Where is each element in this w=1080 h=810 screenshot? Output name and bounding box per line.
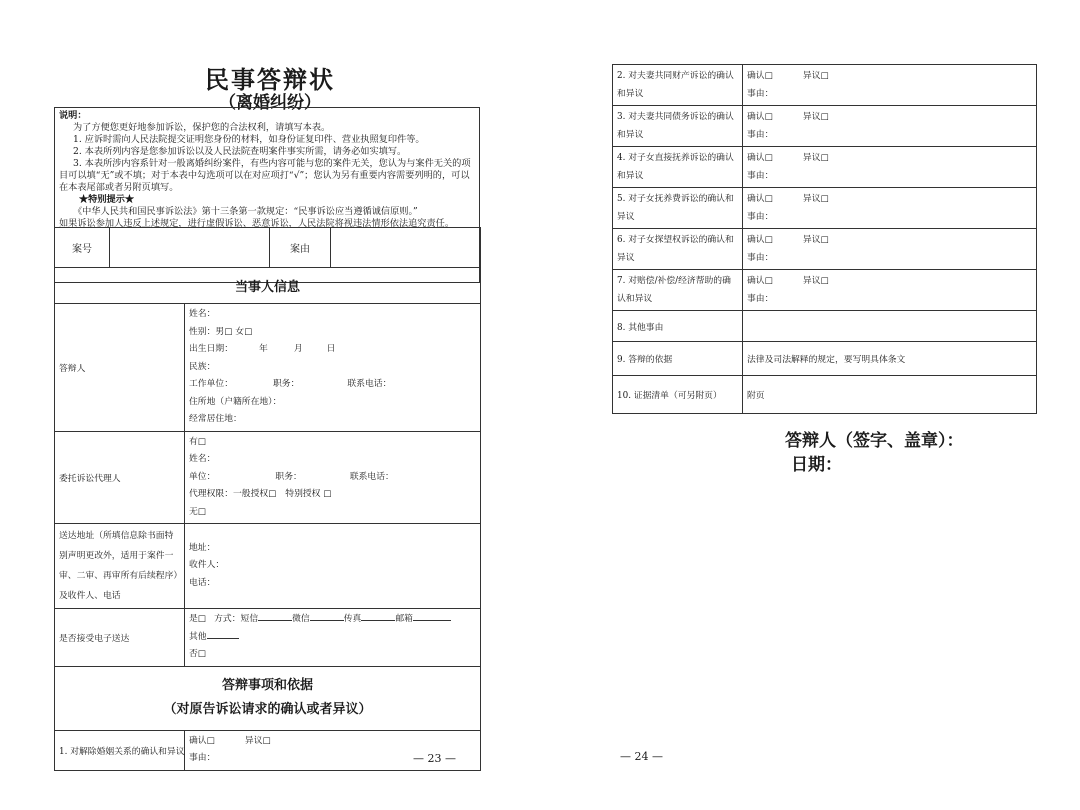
agent-label: 委托诉讼代理人	[55, 431, 185, 524]
special-notice-consequence: 如果诉讼参加人违反上述规定，进行虚假诉讼、恶意诉讼，人民法院将视违法情形依法追究责任。	[59, 218, 455, 229]
defense-item-2-reason[interactable]: 事由：	[747, 89, 774, 99]
special-notice-title: ★特别提示★	[79, 194, 135, 205]
document-title: 民事答辩状	[205, 65, 335, 94]
agent-fields[interactable]	[185, 431, 481, 524]
document-subtitle: （离婚纠纷）	[219, 93, 321, 113]
defense-item-5-label: 5. 对子女抚养费诉讼的确认和异议	[613, 188, 743, 229]
case-number-field[interactable]	[110, 228, 270, 268]
defense-item-1-reason[interactable]: 事由：	[189, 753, 216, 763]
defense-heading	[55, 666, 481, 730]
respondent-fields[interactable]	[185, 304, 481, 432]
special-notice-law: 《中华人民共和国民事诉讼法》第十三条第一款规定：“民事诉讼应当遵循诚信原则。”	[73, 206, 418, 217]
case-cause-label: 案由	[270, 228, 331, 268]
defense-item-5-reason[interactable]: 事由：	[747, 212, 774, 222]
defense-item-5-fields[interactable]	[743, 188, 1037, 229]
defense-item-3-reason[interactable]: 事由：	[747, 130, 774, 140]
defense-item-4-fields[interactable]	[743, 147, 1037, 188]
electronic-service-label: 是否接受电子送达	[55, 609, 185, 667]
defense-item-3-label: 3. 对夫妻共同债务诉讼的确认和异议	[613, 106, 743, 147]
defense-item-6-fields[interactable]	[743, 229, 1037, 270]
party-info-heading: 当事人信息	[55, 268, 481, 304]
electronic-service-yes[interactable]: 是□ 方式：短信 微信 传真 邮箱	[189, 611, 476, 629]
case-cause-field[interactable]	[331, 228, 481, 268]
service-address-label: 送达地址（所填信息除书面特别声明更改外，适用于案件一审、二审、再审所有后续程序）及收件人、电话	[55, 524, 185, 609]
defense-item-5-choice[interactable]: 确认□ 异议□	[747, 194, 829, 204]
respondent-ethnicity[interactable]: 民族：	[189, 361, 216, 372]
page-number-24: — 24 —	[620, 750, 663, 763]
defense-item-1-label: 1. 对解除婚姻关系的确认和异议	[55, 730, 185, 770]
defense-item-2-label: 2. 对夫妻共同财产诉讼的确认和异议	[613, 65, 743, 106]
respondent-residence[interactable]: 经常居住地：	[189, 414, 242, 424]
respondent-label: 答辩人	[55, 304, 185, 432]
defense-item-3-choice[interactable]: 确认□ 异议□	[747, 112, 829, 122]
signature-line[interactable]: 答辩人（签字、盖章）：	[785, 431, 964, 451]
respondent-dob[interactable]: 出生日期： 年 月 日	[189, 344, 336, 354]
defense-item-4-label: 4. 对子女直接抚养诉讼的确认和异议	[613, 147, 743, 188]
party-info-table	[54, 303, 481, 771]
electronic-service-other[interactable]: 其他	[189, 629, 476, 647]
defense-item-4-choice[interactable]: 确认□ 异议□	[747, 153, 829, 163]
page-number-23: — 23 —	[413, 752, 456, 765]
service-phone[interactable]: 电话：	[189, 577, 216, 588]
defense-item-6-label: 6. 对子女探望权诉讼的确认和异议	[613, 229, 743, 270]
service-address[interactable]: 地址：	[189, 542, 216, 553]
defense-item-2-choice[interactable]: 确认□ 异议□	[747, 71, 829, 81]
defense-item-6-reason[interactable]: 事由：	[747, 253, 774, 263]
defense-section-subtitle: （对原告诉讼请求的确认或者异议）	[163, 702, 372, 717]
page-23	[50, 55, 480, 775]
defense-item-7-label: 7. 对赔偿/补偿/经济帮助的确认和异议	[613, 270, 743, 311]
other-reason-field[interactable]	[743, 311, 1037, 342]
case-number-label: 案号	[55, 228, 110, 268]
defense-section-title: 答辩事项和依据	[221, 678, 313, 693]
page-24	[608, 62, 1038, 782]
agent-name[interactable]: 姓名：	[189, 454, 216, 464]
date-line[interactable]: 日期：	[791, 455, 842, 475]
other-reason-label: 8. 其他事由	[613, 311, 743, 342]
defense-item-7-reason[interactable]: 事由：	[747, 294, 774, 304]
evidence-list-field[interactable]: 附页	[743, 376, 1037, 414]
service-address-fields[interactable]	[185, 524, 481, 609]
agent-has-checkbox[interactable]: 有□	[189, 436, 207, 447]
defense-item-7-choice[interactable]: 确认□ 异议□	[747, 276, 829, 286]
agent-employment[interactable]: 单位： 职务： 联系电话：	[189, 471, 394, 482]
respondent-employment[interactable]: 工作单位： 职务： 联系电话：	[189, 379, 392, 389]
electronic-service-no[interactable]: 否□	[189, 649, 207, 659]
defense-item-1-choice[interactable]: 确认□ 异议□	[189, 735, 271, 746]
defense-item-3-fields[interactable]	[743, 106, 1037, 147]
respondent-form-table	[54, 227, 481, 304]
defense-item-4-reason[interactable]: 事由：	[747, 171, 774, 181]
electronic-service-fields[interactable]	[185, 609, 481, 667]
defense-basis-label: 9. 答辩的依据	[613, 342, 743, 376]
instructions-item-1: 1. 应诉时需向人民法院提交证明您身份的材料，如身份证复印件、营业执照复印件等。	[73, 134, 425, 145]
instructions-intro: 为了方便您更好地参加诉讼，保护您的合法权利，请填写本表。	[73, 122, 331, 133]
respondent-domicile[interactable]: 住所地（户籍所在地）：	[189, 396, 282, 407]
defense-basis-field[interactable]: 法律及司法解释的规定，要写明具体条文	[743, 342, 1037, 376]
instructions-item-3: 3. 本表所涉内容系针对一般离婚纠纷案件，有些内容可能与您的案件无关，您认为与案件无关的项目可以填“无”或不填；对于本表中勾选项可以在对应项打“√”；您认为另有重要内容需要列明的，可以在本表尾部或者另附页填写。	[59, 158, 471, 193]
agent-none-checkbox[interactable]: 无□	[189, 506, 207, 517]
instructions-item-2: 2. 本表所列内容是您参加诉讼以及人民法院查明案件事实所需，请务必如实填写。	[73, 146, 407, 157]
service-recipient[interactable]: 收件人：	[189, 560, 225, 571]
respondent-gender[interactable]: 性别：男□ 女□	[189, 326, 253, 337]
instructions-heading: 说明：	[59, 110, 87, 121]
defense-items-table	[612, 64, 1037, 414]
defense-item-6-choice[interactable]: 确认□ 异议□	[747, 235, 829, 245]
defense-item-2-fields[interactable]	[743, 65, 1037, 106]
respondent-name[interactable]: 姓名：	[189, 309, 216, 319]
agent-authority[interactable]: 代理权限：一般授权□ 特别授权 □	[189, 489, 332, 499]
signature-block	[785, 429, 964, 477]
evidence-list-label: 10. 证据清单（可另附页）	[613, 376, 743, 414]
defense-item-7-fields[interactable]	[743, 270, 1037, 311]
